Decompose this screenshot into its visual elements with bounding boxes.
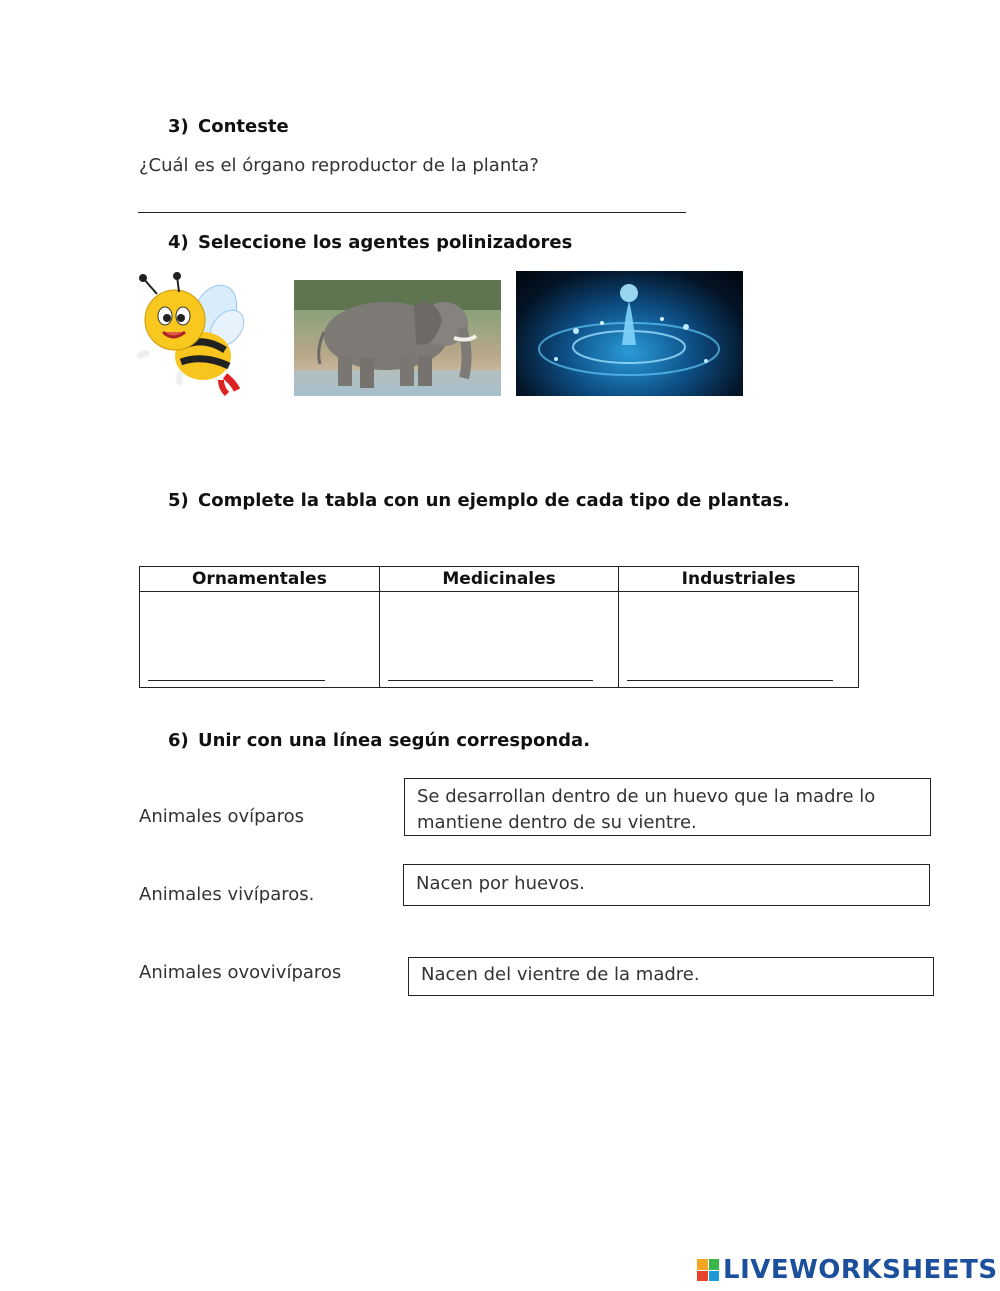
q6-title: Unir con una línea según corresponda. (198, 730, 591, 751)
water-image[interactable] (516, 271, 743, 396)
q5-title: Complete la tabla con un ejemplo de cada tipo de plantas. (198, 490, 790, 511)
table-row (140, 592, 859, 688)
match-left-viviparos[interactable]: Animales vivíparos. (139, 884, 315, 905)
bee-image[interactable] (137, 272, 249, 398)
q4-number: 4) (168, 232, 189, 253)
industriales-answer-field[interactable] (627, 658, 833, 681)
table-cell-medicinales (379, 592, 619, 688)
logo-text: LIVEWORKSHEETS (723, 1255, 998, 1285)
water-drop-icon (516, 271, 743, 396)
q5-heading (168, 490, 790, 511)
elephant-icon (294, 280, 501, 396)
column-header: Ornamentales (140, 567, 380, 592)
q6-heading (168, 730, 590, 751)
medicinales-answer-field[interactable] (388, 658, 594, 681)
q6-number: 6) (168, 730, 189, 751)
match-right-box-1[interactable]: Se desarrollan dentro de un huevo que la madre lo mantiene dentro de su vientre. (404, 778, 931, 836)
ornamentales-answer-field[interactable] (148, 658, 325, 681)
q4-heading (168, 232, 572, 253)
match-left-oviparos[interactable]: Animales ovíparos (139, 806, 304, 827)
q3-question: ¿Cuál es el órgano reproductor de la planta? (139, 155, 539, 176)
q4-title: Seleccione los agentes polinizadores (198, 232, 573, 253)
table-cell-ornamentales (140, 592, 380, 688)
q3-title: Conteste (198, 116, 289, 137)
plants-table (139, 566, 859, 688)
liveworksheets-logo (697, 1254, 998, 1286)
q3-heading (168, 116, 289, 137)
bee-icon (137, 272, 249, 398)
table-cell-industriales (619, 592, 859, 688)
match-left-ovoviviparos[interactable]: Animales ovovivíparos (139, 962, 342, 983)
q3-number: 3) (168, 116, 189, 137)
q5-number: 5) (168, 490, 189, 511)
column-header: Industriales (619, 567, 859, 592)
table-header-row (140, 567, 859, 592)
elephant-image[interactable] (294, 280, 501, 396)
match-right-box-2[interactable]: Nacen por huevos. (403, 864, 930, 906)
match-right-box-3[interactable]: Nacen del vientre de la madre. (408, 957, 934, 996)
q3-answer-field[interactable] (138, 192, 686, 213)
logo-blocks-icon (697, 1259, 719, 1281)
column-header: Medicinales (379, 567, 619, 592)
